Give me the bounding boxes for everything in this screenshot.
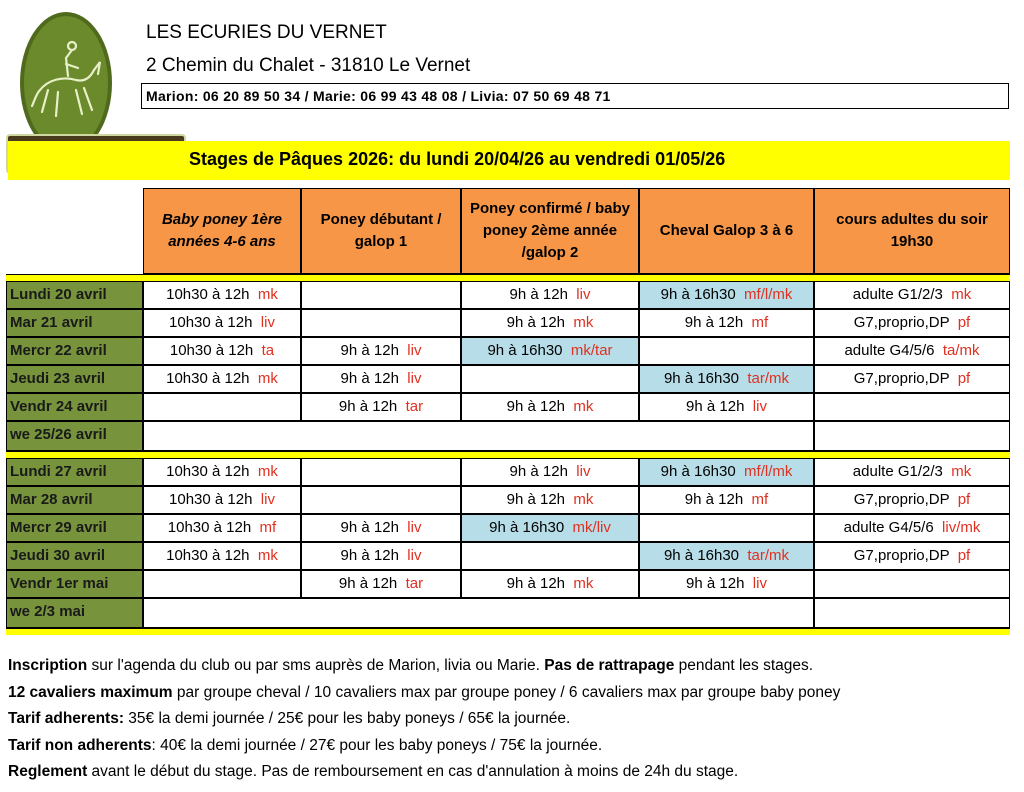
schedule-cell	[461, 542, 639, 570]
instructor-code: mk	[573, 491, 594, 508]
schedule-cell	[143, 337, 301, 365]
schedule-cell	[301, 570, 461, 598]
session-time: 9h à 12h	[338, 398, 406, 415]
session-time: 10h30 à 12h	[167, 519, 260, 536]
instructor-code: ta	[261, 342, 275, 359]
session-time: 10h30 à 12h	[169, 491, 261, 508]
schedule-cell	[814, 393, 1010, 421]
day-label: Mercr 29 avril	[6, 514, 143, 542]
session-time: adulte G4/5/6	[844, 342, 943, 359]
session-time: G7,proprio,DP	[853, 491, 958, 508]
schedule-cell	[301, 393, 461, 421]
instructor-code: mk	[951, 286, 972, 303]
instructor-code: mk	[257, 547, 278, 564]
session-time: 9h à 12h	[509, 286, 577, 303]
day-label: Vendr 1er mai	[6, 570, 143, 598]
session-time: 10h30 à 12h	[169, 342, 262, 359]
session-time: 9h à 12h	[506, 314, 574, 331]
instructor-code: liv	[407, 519, 422, 536]
schedule-cell	[143, 365, 301, 393]
schedule-cell	[639, 542, 814, 570]
day-label: Vendr 24 avril	[6, 393, 143, 421]
session-time: 9h à 16h30	[660, 286, 745, 303]
schedule-cell	[814, 514, 1010, 542]
instructor-code: pf	[957, 547, 971, 564]
instructor-code: liv	[407, 370, 422, 387]
schedule-cell	[143, 309, 301, 337]
schedule-cell	[143, 281, 301, 309]
schedule-cell	[143, 514, 301, 542]
instructor-code: liv	[576, 463, 591, 480]
column-header: cours adultes du soir 19h30	[814, 188, 1010, 274]
session-time: 9h à 16h30	[489, 519, 573, 536]
session-time: 9h à 16h30	[487, 342, 571, 359]
session-time: 9h à 12h	[684, 314, 752, 331]
schedule-cell	[143, 570, 301, 598]
instructor-code: pf	[957, 370, 971, 387]
session-time: 9h à 12h	[340, 547, 408, 564]
schedule-table	[6, 188, 1010, 646]
schedule-cell	[814, 570, 1010, 598]
session-time: 9h à 12h	[684, 491, 752, 508]
weekend-empty-cell	[814, 598, 1010, 628]
schedule-cell	[639, 514, 814, 542]
session-time: 10h30 à 12h	[166, 370, 258, 387]
schedule-cell	[301, 458, 461, 486]
footer-line	[8, 737, 602, 755]
schedule-cell	[143, 486, 301, 514]
footer-line	[8, 710, 570, 728]
instructor-code: mf/l/mk	[744, 463, 793, 480]
page-title: Stages de Pâques 2026: du lundi 20/04/26 au vendredi 01/05/26	[189, 149, 726, 169]
footer-emphasis: Inscription	[8, 657, 88, 674]
day-label: Jeudi 30 avril	[6, 542, 143, 570]
footer-text: avant le début du stage. Pas de remboursement en cas d'annulation à moins de 24h du stage.	[87, 763, 739, 780]
schedule-cell	[143, 542, 301, 570]
schedule-cell	[461, 393, 639, 421]
session-time: 10h30 à 12h	[166, 286, 258, 303]
day-label: Mercr 22 avril	[6, 337, 143, 365]
weekend-empty-cell	[814, 421, 1010, 451]
session-time: adulte G4/5/6	[843, 519, 943, 536]
day-label: Jeudi 23 avril	[6, 365, 143, 393]
instructor-code: mk	[257, 370, 278, 387]
schedule-cell	[639, 281, 814, 309]
instructor-code: liv	[752, 398, 767, 415]
session-time: 9h à 12h	[340, 342, 408, 359]
footer-emphasis: 12 cavaliers maximum	[8, 684, 173, 701]
footer-text: pendant les stages.	[674, 657, 814, 674]
column-header: Baby poney 1ère années 4-6 ans	[143, 188, 301, 274]
schedule-cell	[639, 309, 814, 337]
schedule-cell	[461, 281, 639, 309]
session-time: 9h à 12h	[509, 463, 577, 480]
schedule-cell	[461, 570, 639, 598]
instructor-code: mk	[573, 575, 594, 592]
schedule-cell	[461, 458, 639, 486]
weekend-empty-cell	[143, 598, 814, 628]
day-label: Mar 28 avril	[6, 486, 143, 514]
instructor-code: tar/mk	[747, 547, 790, 564]
footer-text: par groupe cheval / 10 cavaliers max par groupe poney / 6 cavaliers max par groupe baby poney	[172, 684, 841, 701]
instructor-code: tar	[405, 398, 424, 415]
schedule-cell	[301, 486, 461, 514]
schedule-cell	[461, 365, 639, 393]
weekend-empty-cell	[143, 421, 814, 451]
instructor-code: pf	[957, 491, 971, 508]
schedule-cell	[814, 486, 1010, 514]
session-time: 9h à 12h	[340, 519, 408, 536]
club-name: LES ECURIES DU VERNET	[146, 22, 387, 43]
schedule-cell	[639, 570, 814, 598]
instructor-code: tar	[405, 575, 424, 592]
footer-line	[8, 684, 840, 702]
session-time: 9h à 16h30	[663, 547, 748, 564]
schedule-cell	[461, 514, 639, 542]
instructor-code: mf	[751, 314, 769, 331]
instructor-code: mk	[951, 463, 972, 480]
schedule-cell	[461, 486, 639, 514]
instructor-code: liv	[576, 286, 591, 303]
instructor-code: liv	[260, 491, 275, 508]
schedule-cell	[143, 393, 301, 421]
footer-line	[8, 657, 813, 675]
instructor-code: ta/mk	[942, 342, 980, 359]
instructor-code: pf	[957, 314, 971, 331]
session-time: 9h à 16h30	[663, 370, 748, 387]
instructor-code: mk/tar	[570, 342, 613, 359]
session-time: 9h à 12h	[506, 575, 574, 592]
session-time: 9h à 12h	[338, 575, 406, 592]
column-header: Poney confirmé / baby poney 2ème année /galop 2	[461, 188, 639, 274]
session-time: 9h à 12h	[340, 370, 408, 387]
instructor-code: mk	[257, 286, 278, 303]
schedule-cell	[814, 281, 1010, 309]
week-separator	[6, 274, 1010, 281]
instructor-code: liv	[407, 547, 422, 564]
footer-emphasis: Tarif non adherents	[8, 737, 152, 754]
instructor-code: mf	[259, 519, 277, 536]
schedule-cell	[301, 365, 461, 393]
instructor-code: mk/liv	[572, 519, 611, 536]
column-header: Cheval Galop 3 à 6	[639, 188, 814, 274]
schedule-cell	[639, 337, 814, 365]
weekend-label: we 25/26 avril	[6, 421, 143, 451]
instructor-code: tar/mk	[747, 370, 790, 387]
schedule-cell	[814, 458, 1010, 486]
footer-emphasis: Reglement	[8, 763, 88, 780]
session-time: 10h30 à 12h	[166, 547, 258, 564]
footer-text: sur l'agenda du club ou par sms auprès de Marion, livia ou Marie.	[87, 657, 545, 674]
session-time: G7,proprio,DP	[853, 314, 958, 331]
session-time: 9h à 16h30	[660, 463, 745, 480]
footer-emphasis: Pas de rattrapage	[544, 657, 675, 674]
column-header: Poney débutant / galop 1	[301, 188, 461, 274]
schedule-cell	[639, 486, 814, 514]
schedule-cell	[461, 309, 639, 337]
session-time: 9h à 12h	[686, 398, 753, 415]
session-time: G7,proprio,DP	[853, 547, 958, 564]
schedule-cell	[301, 309, 461, 337]
schedule-cell	[461, 337, 639, 365]
instructor-code: liv	[407, 342, 422, 359]
schedule-cell	[301, 337, 461, 365]
session-time: 9h à 12h	[506, 398, 574, 415]
instructor-code: mk	[573, 314, 594, 331]
weekend-label: we 2/3 mai	[6, 598, 143, 628]
footer-text: 35€ la demi journée / 25€ pour les baby poneys / 65€ la journée.	[124, 710, 571, 727]
session-time: G7,proprio,DP	[853, 370, 958, 387]
schedule-cell	[639, 365, 814, 393]
week-separator	[6, 628, 1010, 635]
session-time: 10h30 à 12h	[169, 314, 261, 331]
instructor-code: mk	[257, 463, 278, 480]
schedule-cell	[143, 458, 301, 486]
schedule-cell	[301, 542, 461, 570]
day-label: Lundi 20 avril	[6, 281, 143, 309]
session-time: adulte G1/2/3	[852, 463, 952, 480]
session-time: 9h à 12h	[506, 491, 574, 508]
day-label: Lundi 27 avril	[6, 458, 143, 486]
schedule-cell	[814, 542, 1010, 570]
schedule-cell	[814, 365, 1010, 393]
footer-line	[8, 763, 738, 781]
schedule-cell	[639, 393, 814, 421]
contacts-line: Marion: 06 20 89 50 34 / Marie: 06 99 43 48 08 / Livia: 07 50 69 48 71	[141, 83, 1009, 109]
instructor-code: mk	[573, 398, 594, 415]
schedule-cell	[301, 281, 461, 309]
session-time: 10h30 à 12h	[166, 463, 258, 480]
instructor-code: mf	[751, 491, 769, 508]
instructor-code: liv	[260, 314, 275, 331]
club-address: 2 Chemin du Chalet - 31810 Le Vernet	[146, 55, 471, 76]
schedule-cell	[301, 514, 461, 542]
footer-text: : 40€ la demi journée / 27€ pour les baby poneys / 75€ la journée.	[151, 737, 603, 754]
instructor-code: liv	[752, 575, 767, 592]
schedule-cell	[814, 309, 1010, 337]
footer-emphasis: Tarif adherents:	[8, 710, 124, 727]
session-time: adulte G1/2/3	[852, 286, 952, 303]
instructor-code: liv/mk	[942, 519, 981, 536]
horse-rider-icon	[28, 32, 106, 132]
week-separator	[6, 451, 1010, 458]
schedule-cell	[814, 337, 1010, 365]
schedule-cell	[639, 458, 814, 486]
instructor-code: mf/l/mk	[744, 286, 793, 303]
session-time: 9h à 12h	[686, 575, 753, 592]
day-label: Mar 21 avril	[6, 309, 143, 337]
